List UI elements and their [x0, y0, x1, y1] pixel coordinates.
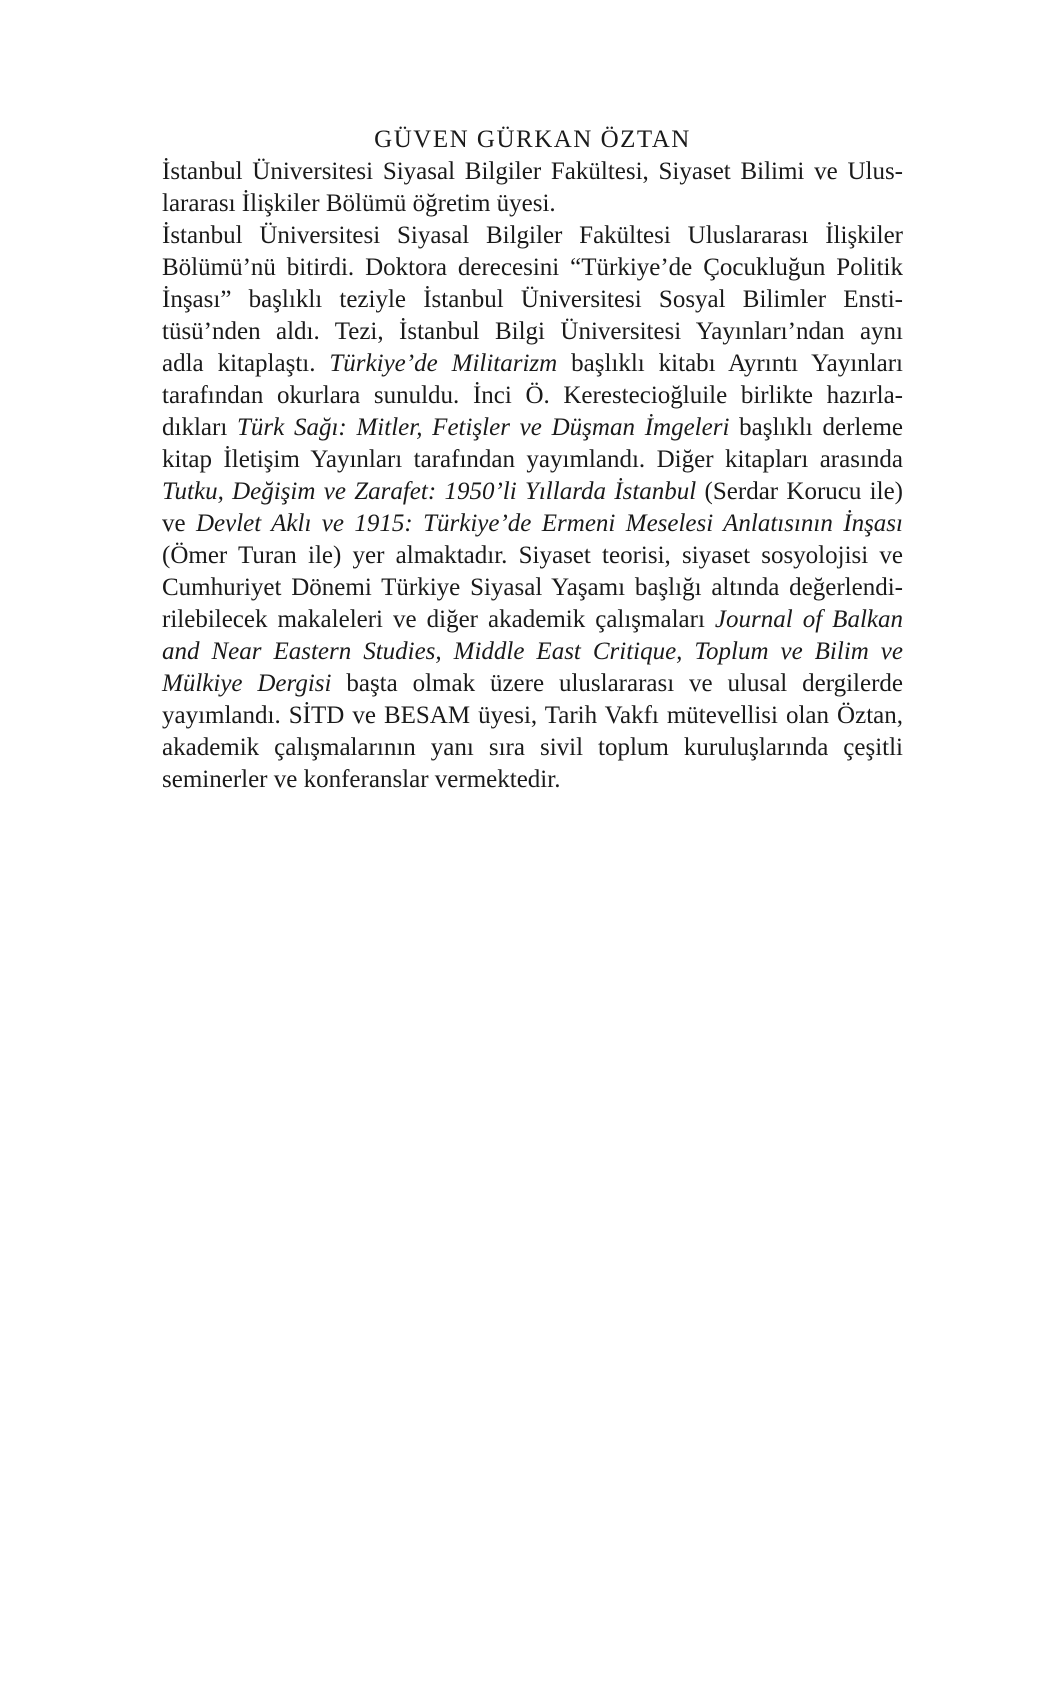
author-bio-text: [162, 156, 903, 796]
bio-text-run: tüsü’nden aldı. Tezi, İstanbul Bilgi Üniversitesi Yayınları’ndan aynı: [162, 318, 903, 345]
bio-text-run: (Serdar Korucu ile): [696, 478, 903, 505]
bio-line: [162, 252, 903, 284]
bio-text-run: İstanbul Üniversitesi Siyasal Bilgiler Fakültesi, Siyaset Bilimi ve Ulus-: [162, 158, 903, 185]
bio-line: [162, 284, 903, 316]
author-bio-section: [162, 124, 903, 796]
italic-title-text: Journal of Balkan: [714, 606, 903, 633]
bio-line: [162, 700, 903, 732]
bio-line: [162, 156, 903, 188]
italic-title-text: Türkiye’de Militarizm: [329, 350, 558, 377]
bio-text-run: İnşası” başlıklı teziyle İstanbul Üniversitesi Sosyal Bilimler Ensti-: [162, 286, 903, 313]
author-name: GÜVEN GÜRKAN ÖZTAN: [374, 126, 691, 153]
bio-line: [162, 412, 903, 444]
bio-line: [162, 572, 903, 604]
bio-text-run: kitap İletişim Yayınları tarafından yayımlandı. Diğer kitapları arasında: [162, 446, 903, 473]
bio-line: [162, 348, 903, 380]
bio-line: [162, 444, 903, 476]
bio-line: [162, 540, 903, 572]
bio-text-run: İstanbul Üniversitesi Siyasal Bilgiler Fakültesi Uluslararası İlişkiler: [162, 222, 903, 249]
bio-line: [162, 636, 903, 668]
bio-line: [162, 220, 903, 252]
bio-text-run: başlıklı kitabı Ayrıntı Yayınları: [557, 350, 903, 377]
bio-text-run: dıkları: [162, 414, 237, 441]
bio-text-run: tarafından okurlara sunuldu. İnci Ö. Kerestecioğluile birlikte hazırla-: [162, 382, 903, 409]
bio-line: [162, 604, 903, 636]
italic-title-text: Devlet Aklı ve 1915: Türkiye’de Ermeni Meselesi Anlatısının İnşası: [195, 510, 903, 537]
bio-text-run: rilebilecek makaleleri ve diğer akademik çalışmaları: [162, 606, 715, 633]
bio-line: [162, 188, 903, 220]
bio-line: [162, 764, 903, 796]
bio-text-run: (Ömer Turan ile) yer almaktadır. Siyaset teorisi, siyaset sosyolojisi ve: [162, 542, 903, 569]
bio-line: [162, 508, 903, 540]
bio-line: [162, 380, 903, 412]
bio-text-run: başta olmak üzere uluslararası ve ulusal dergilerde: [331, 670, 904, 697]
bio-line: [162, 668, 903, 700]
bio-text-run: seminerler ve konferanslar vermektedir.: [162, 766, 561, 793]
bio-text-run: başlıklı derleme: [729, 414, 903, 441]
italic-title-text: and Near Eastern Studies, Middle East Critique, Toplum ve Bilim ve: [162, 638, 903, 665]
bio-text-run: Cumhuriyet Dönemi Türkiye Siyasal Yaşamı başlığı altında değerlendi-: [162, 574, 903, 601]
bio-text-run: adla kitaplaştı.: [162, 350, 330, 377]
bio-line: [162, 316, 903, 348]
bio-line: [162, 732, 903, 764]
bio-text-run: yayımlandı. SİTD ve BESAM üyesi, Tarih Vakfı mütevellisi olan Öztan,: [162, 702, 903, 729]
bio-text-run: akademik çalışmalarının yanı sıra sivil toplum kuruluşlarında çeşitli: [162, 734, 903, 761]
bio-line: [162, 476, 903, 508]
italic-title-text: Türk Sağı: Mitler, Fetişler ve Düşman İmgeleri: [237, 414, 730, 441]
italic-title-text: Mülkiye Dergisi: [162, 670, 332, 697]
bio-text-run: ve: [162, 510, 196, 537]
bio-text-run: Bölümü’nü bitirdi. Doktora derecesini “Türkiye’de Çocukluğun Politik: [162, 254, 903, 281]
bio-text-run: lararası İlişkiler Bölümü öğretim üyesi.: [162, 190, 556, 217]
italic-title-text: Tutku, Değişim ve Zarafet: 1950’li Yıllarda İstanbul: [162, 478, 697, 505]
